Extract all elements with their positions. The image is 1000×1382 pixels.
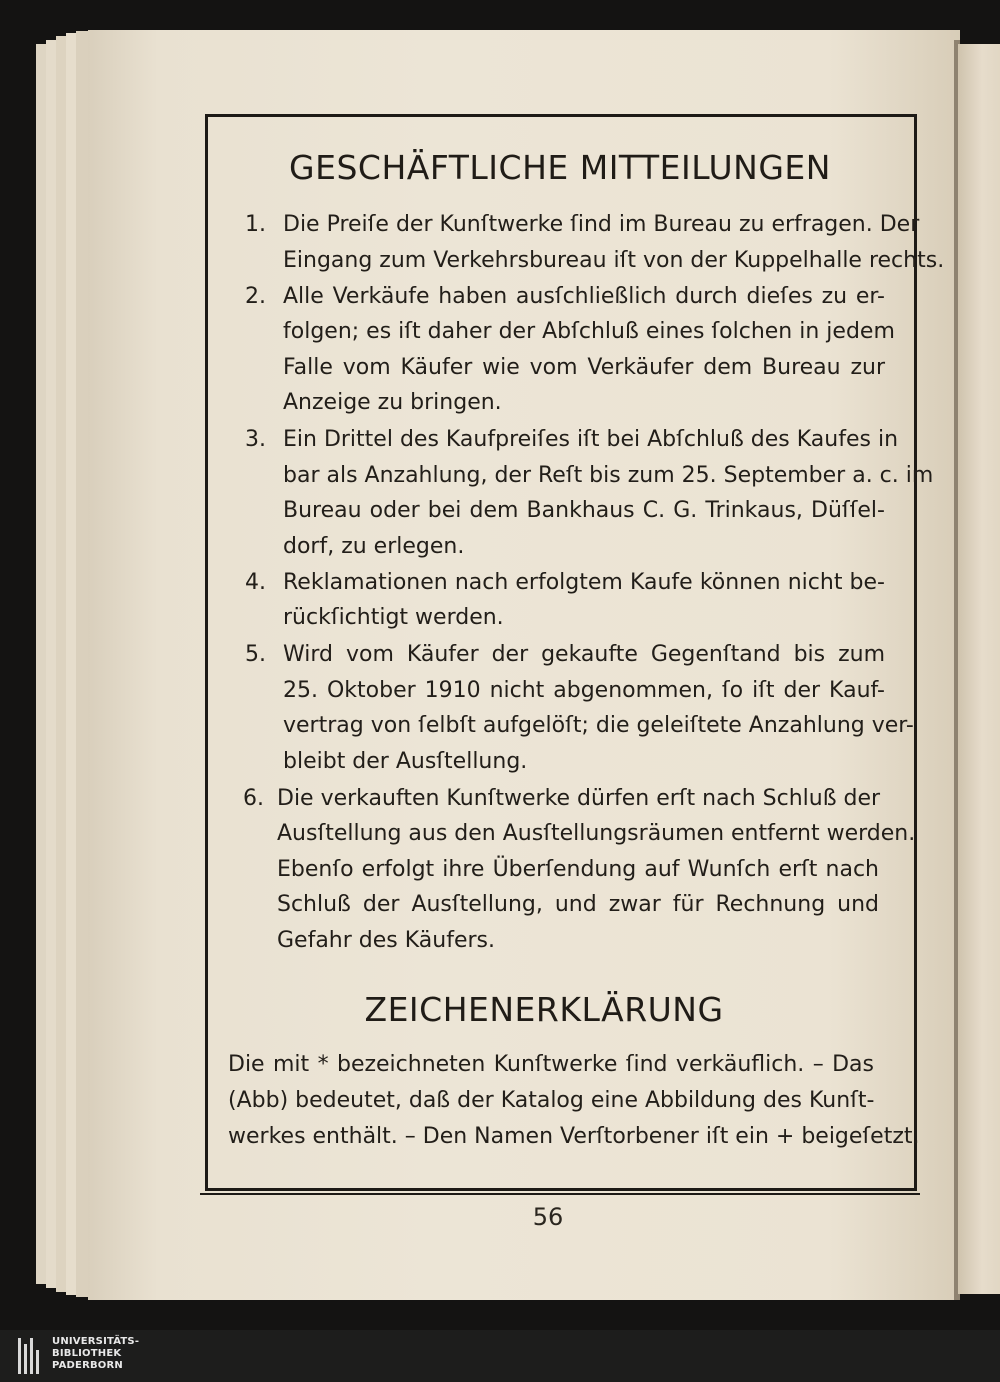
item-line: Die Preiſe der Kunſtwerke ſind im Bureau zu erfragen. Der [283, 212, 920, 237]
page-number: 56 [532, 1203, 564, 1231]
item-line: Ausſtellung aus den Ausſtellungsräumen entfernt werden. [277, 821, 916, 846]
item-line: bleibt der Ausſtellung. [283, 749, 528, 774]
item-number: 3. [245, 427, 266, 452]
item-line: vertrag von ſelbſt aufgelöſt; die geleiſtete Anzahlung ver- [283, 713, 914, 738]
item-line: bar als Anzahlung, der Reſt bis zum 25. September a. c. im [283, 463, 934, 488]
item-line: folgen; es iſt daher der Abſchluß eines ſolchen in jedem [283, 319, 895, 344]
item-line: 25. Oktober 1910 nicht abgenommen, ſo iſt der Kauf- [283, 678, 885, 703]
item-number: 6. [243, 786, 264, 811]
legend-line: (Abb) bedeutet, daß der Katalog eine Abbildung des Kunſt- [228, 1088, 875, 1113]
item-number: 4. [245, 570, 266, 595]
library-name-line: BIBLIOTHEK [52, 1348, 122, 1359]
item-line: Schluß der Ausſtellung, und zwar für Rechnung und [277, 892, 879, 917]
footer-bar [0, 1330, 1000, 1382]
item-line: dorf, zu erlegen. [283, 534, 465, 559]
section-heading-zeichenerklaerung: ZEICHENERKLÄRUNG [364, 990, 724, 1029]
library-name [52, 1336, 139, 1372]
item-line: Gefahr des Käufers. [277, 928, 495, 953]
library-logo-icon [18, 1336, 44, 1376]
item-line: Wird vom Käufer der gekaufte Gegenſtand bis zum [283, 642, 885, 667]
item-line: Reklamationen nach erfolgtem Kaufe können nicht be- [283, 570, 885, 595]
item-number: 2. [245, 284, 266, 309]
library-name-line: UNIVERSITÄTS- [52, 1336, 140, 1347]
item-line: Ebenſo erfolgt ihre Überſendung auf Wunſch erſt nach [277, 857, 879, 882]
item-line: Die verkauften Kunſtwerke dürfen erſt nach Schluß der [277, 786, 881, 811]
item-line: Ein Drittel des Kaufpreiſes iſt bei Abſchluß des Kaufes in [283, 427, 899, 452]
item-number: 5. [245, 642, 266, 667]
library-name-line: PADERBORN [52, 1360, 123, 1371]
item-line: Falle vom Käufer wie vom Verkäufer dem Bureau zur [283, 355, 885, 380]
section-heading-mitteilungen: GESCHÄFTLICHE MITTEILUNGEN [289, 148, 831, 187]
facing-page-edge [958, 44, 1000, 1294]
legend-line: Die mit * bezeichneten Kunſtwerke ſind verkäuflich. – Das [228, 1052, 874, 1077]
item-number: 1. [245, 212, 266, 237]
item-line: rückſichtigt werden. [283, 605, 504, 630]
item-line: Alle Verkäufe haben ausſchließlich durch dieſes zu er- [283, 284, 885, 309]
item-line: Eingang zum Verkehrsbureau iſt von der Kuppelhalle rechts. [283, 248, 945, 273]
item-line: Anzeige zu bringen. [283, 390, 502, 415]
item-line: Bureau oder bei dem Bankhaus C. G. Trinkaus, Düſſel- [283, 498, 885, 523]
legend-line: werkes enthält. – Den Namen Verſtorbener iſt ein + beigeſetzt. [228, 1124, 920, 1149]
